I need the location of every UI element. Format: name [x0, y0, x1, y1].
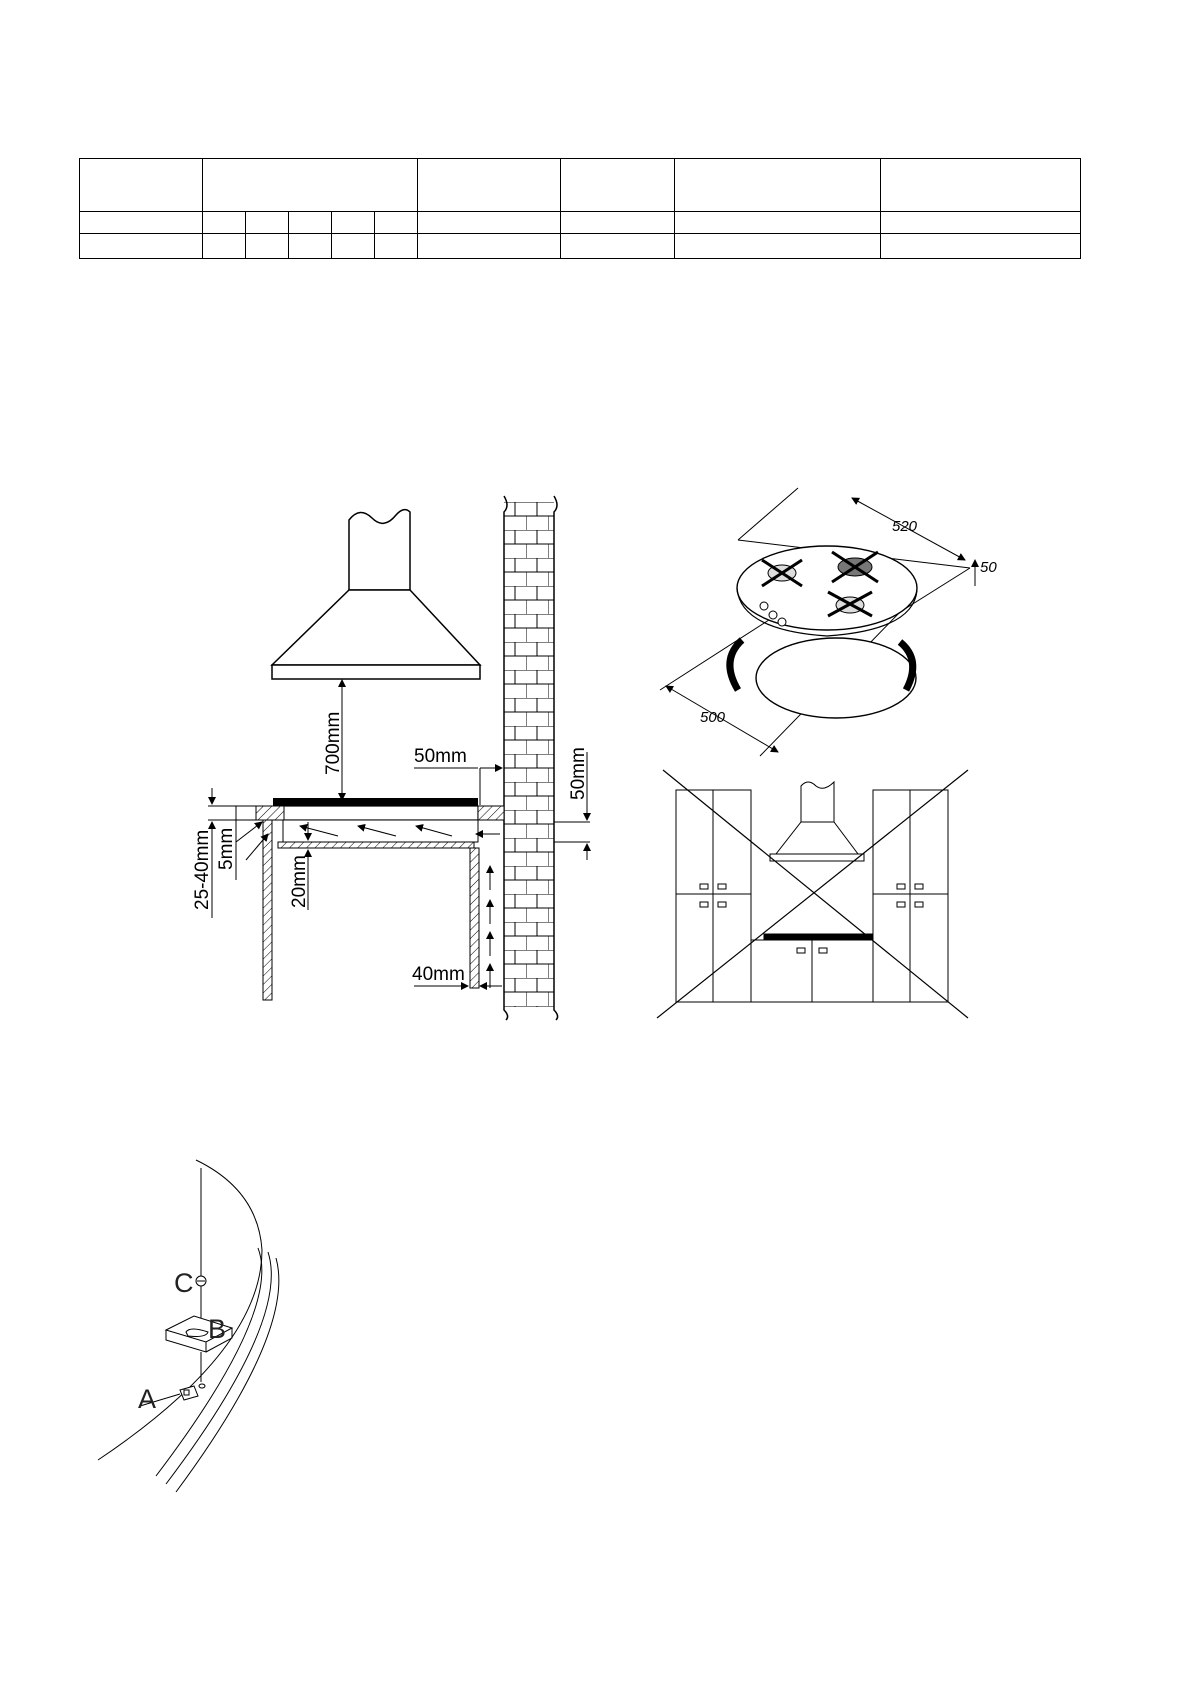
- clip-label: A: [138, 1384, 157, 1414]
- bracket-label: B: [208, 1314, 227, 1344]
- seal-gap-label: 5mm: [216, 827, 237, 870]
- cutout-diagram: [660, 488, 997, 756]
- incorrect-installation-diagram: [657, 770, 968, 1018]
- bracket-diagram: [98, 1160, 279, 1492]
- wall-gap-label: 50mm: [414, 746, 467, 767]
- installation-diagram: [192, 496, 590, 1020]
- hob: [273, 798, 478, 842]
- cabinet-gap-label: 40mm: [412, 964, 465, 985]
- cooker-hood: [272, 510, 480, 679]
- cutout-hole: [756, 638, 916, 718]
- cutout-width-label: 500: [700, 709, 726, 726]
- hob-top: [737, 546, 917, 630]
- screw-label: C: [174, 1268, 194, 1298]
- separation-panel: [278, 842, 474, 848]
- right-cabinet-panel: [470, 848, 479, 988]
- wall-offset-label: 50mm: [568, 747, 589, 800]
- hood-height-label: 700mm: [323, 711, 344, 775]
- cutout-depth-label: 520: [892, 518, 918, 535]
- panel-gap-label: 20mm: [289, 855, 310, 908]
- left-cabinet-panel: [263, 820, 272, 1000]
- brick-wall: [504, 496, 558, 1020]
- cutout-height-label: 50: [980, 559, 997, 576]
- worktop-thickness-label: 25-40mm: [192, 829, 213, 910]
- clip-icon: [180, 1386, 198, 1400]
